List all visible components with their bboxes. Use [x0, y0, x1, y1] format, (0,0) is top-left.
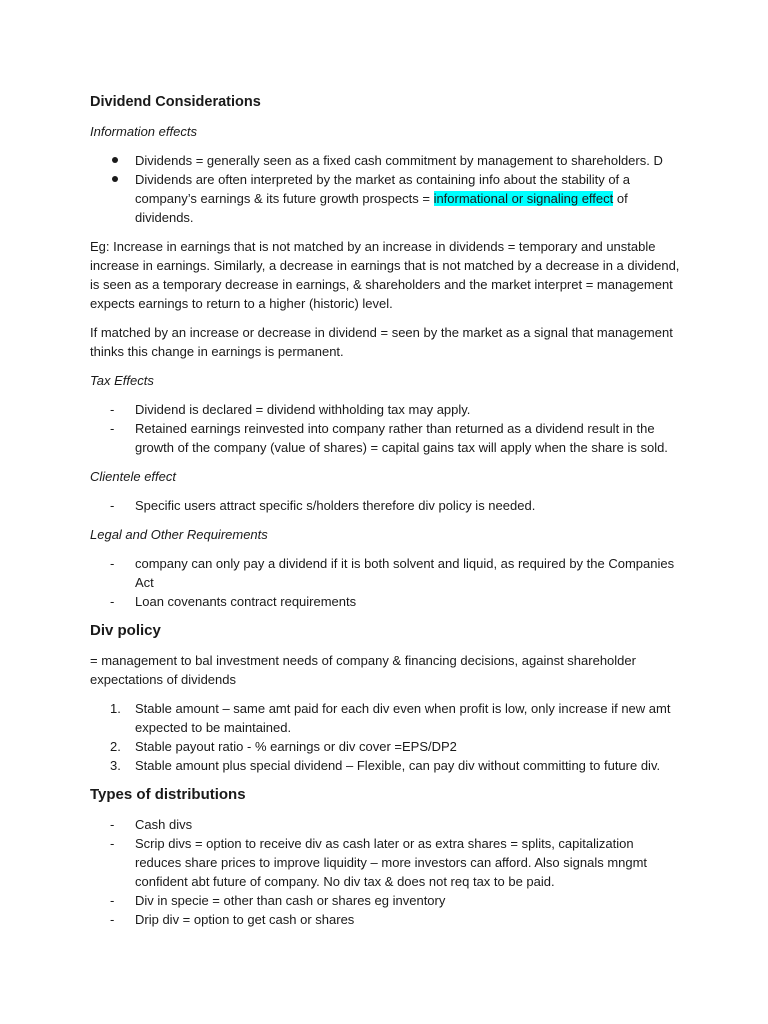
list-item — [90, 170, 680, 227]
list-item-text: of dividends. — [135, 191, 628, 225]
types-list — [90, 815, 680, 929]
legal-list — [90, 554, 680, 611]
list-item-text: Scrip divs = option to receive div as cash later or as extra shares = splits, capitalization reduces share prices to improve liquidity – more investors can afford. Also signals mngmt confident abt future of company. No div tax & does not req tax to be paid. — [135, 836, 648, 889]
subheading-clientele-effect: Clientele effect — [90, 469, 176, 484]
dash-marker: - — [110, 556, 115, 571]
list-item — [90, 699, 680, 737]
tax-list — [90, 400, 680, 457]
div-policy-list — [90, 699, 680, 775]
list-item-text: Stable amount – same amt paid for each div even when profit is low, only increase if new amt expected to be maintained. — [135, 701, 671, 735]
heading-div-policy: Div policy — [90, 622, 161, 639]
list-number: 2. — [110, 739, 121, 754]
dash-marker: - — [110, 836, 115, 851]
list-item-text: Dividends = generally seen as a fixed cash commitment by management to shareholders. D — [135, 153, 663, 168]
clientele-list — [90, 496, 680, 515]
dash-marker: - — [110, 402, 115, 417]
list-item — [90, 554, 680, 592]
list-item-text: company can only pay a dividend if it is both solvent and liquid, as required by the Companies Act — [135, 556, 675, 590]
list-item — [90, 419, 680, 457]
dash-marker: - — [110, 498, 115, 513]
list-item-text: Retained earnings reinvested into company rather than returned as a dividend result in the growth of the company (value of shares) = capital gains tax will apply when the share is sold. — [135, 421, 668, 455]
list-item-text: Stable amount plus special dividend – Flexible, can pay div without committing to future div. — [135, 758, 661, 773]
list-number: 1. — [110, 701, 121, 716]
document-content — [90, 92, 680, 929]
list-item — [90, 400, 680, 419]
dash-marker: - — [110, 912, 115, 927]
dash-marker: - — [110, 594, 115, 609]
paragraph-div-policy: = management to bal investment needs of company & financing decisions, against shareholder expectations of dividends — [90, 653, 636, 687]
paragraph-matched: If matched by an increase or decrease in dividend = seen by the market as a signal that management thinks this change in earnings is permanent. — [90, 325, 673, 359]
list-item — [90, 592, 680, 611]
heading-types-of-distributions: Types of distributions — [90, 786, 246, 803]
dash-marker: - — [110, 817, 115, 832]
paragraph-example: Eg: Increase in earnings that is not matched by an increase in dividends = temporary and unstable increase in earnings. Similarly, a decrease in earnings that is not matched by a decrease in a dividend, is seen as a temporary decrease in earnings, & shareholders and the market interpret = management expects earnings to return to a higher (historic) level. — [90, 239, 680, 311]
heading-dividend-considerations: Dividend Considerations — [90, 94, 261, 110]
highlighted-text: informational or signaling effect — [433, 191, 614, 206]
list-number: 3. — [110, 758, 121, 773]
list-item-text: Cash divs — [135, 817, 193, 832]
bullet-icon — [112, 157, 118, 163]
list-item-text: Dividends are often interpreted by the market as containing info about the stability of a company’s earnings & its future growth prospects = — [135, 172, 631, 206]
list-item-text: Dividend is declared = dividend withholding tax may apply. — [135, 402, 471, 417]
list-item — [90, 496, 680, 515]
list-item-text: Specific users attract specific s/holders therefore div policy is needed. — [135, 498, 536, 513]
list-item — [90, 891, 680, 910]
list-item-text: Loan covenants contract requirements — [135, 594, 357, 609]
list-item — [90, 834, 680, 891]
list-item-text: Stable payout ratio - % earnings or div cover =EPS/DP2 — [135, 739, 457, 754]
subheading-tax-effects: Tax Effects — [90, 373, 154, 388]
list-item — [90, 910, 680, 929]
list-item-text: Div in specie = other than cash or shares eg inventory — [135, 893, 446, 908]
dash-marker: - — [110, 893, 115, 908]
list-item — [90, 151, 680, 170]
list-item-text: Drip div = option to get cash or shares — [135, 912, 355, 927]
subheading-information-effects: Information effects — [90, 124, 197, 139]
subheading-legal-requirements: Legal and Other Requirements — [90, 527, 268, 542]
bullet-icon — [112, 176, 118, 182]
list-item — [90, 737, 680, 756]
list-item — [90, 756, 680, 775]
dash-marker: - — [110, 421, 115, 436]
list-item — [90, 815, 680, 834]
